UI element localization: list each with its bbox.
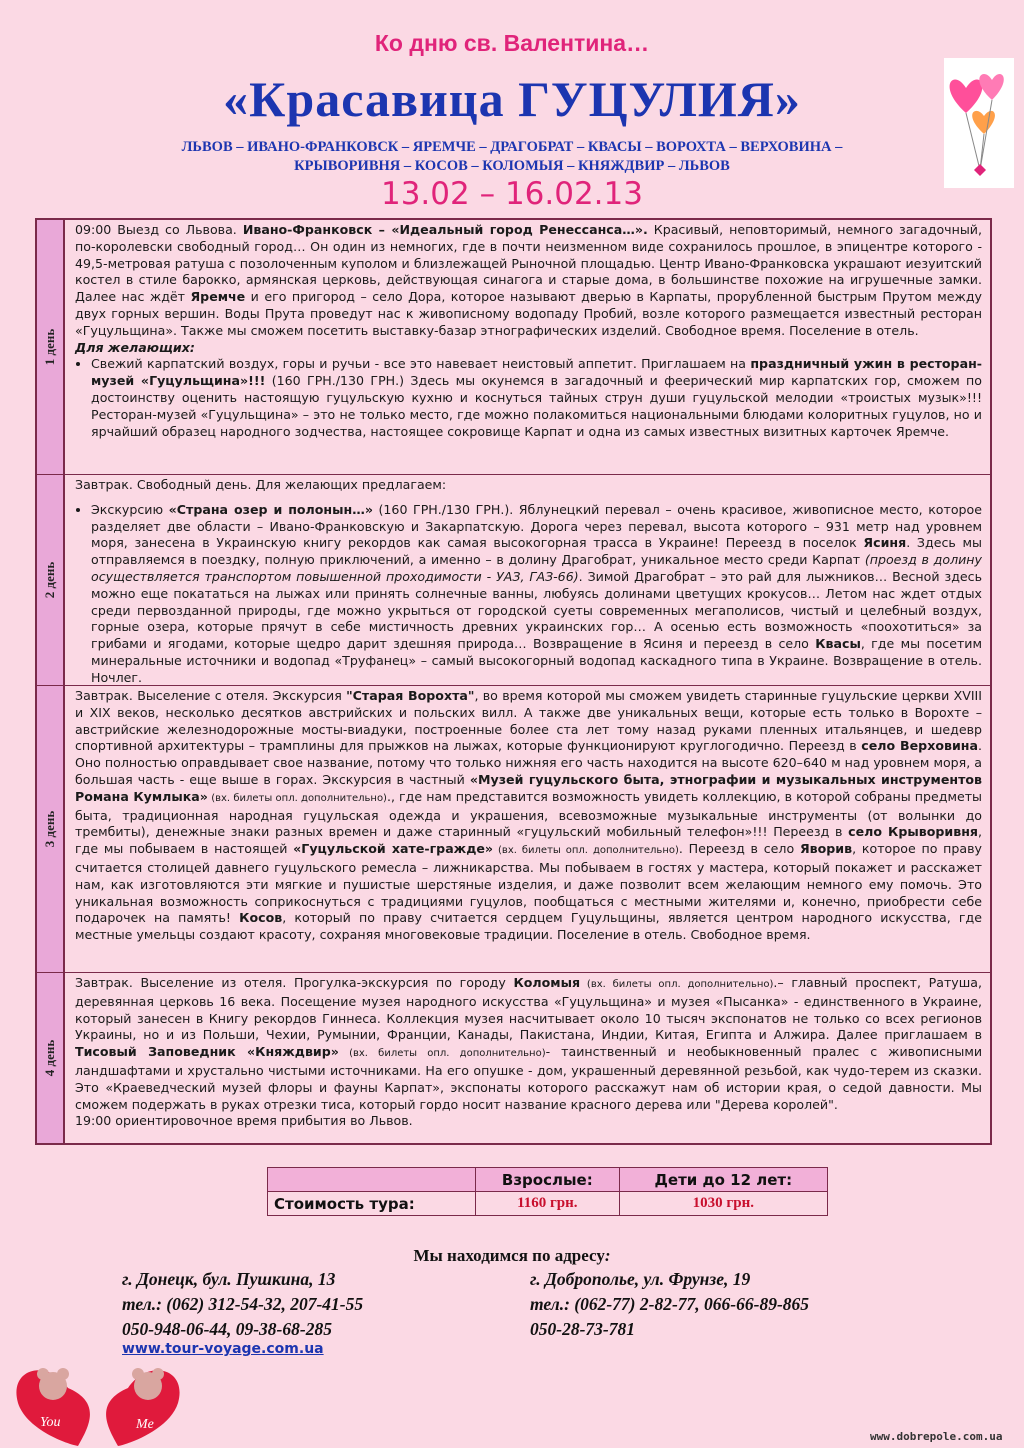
route — [100, 138, 924, 176]
list-item: • Экскурсию «Страна озер и полонын…» (160 ГРН./130 ГРН.). Яблунецкий перевал – очень красивое, живописное место, которое разделяет две области – Ивано-Франковскую и Закарпатскую. Дорога через перевал, высота которого – 931 метр над уровнем моря, занесена в Украинскую книгу рекордов как самая высокогорная трасса в Украине! Переезд в поселок Ясиня. Здесь мы отправляемся в поездку, полную приключений, а именно – в долину Драгобрат, уникальное место среди Карпат (проезд в долину осуществляется транспортом повышенной проходимости - УАЗ, ГАЗ-66). Зимой Драгобрат – это рай для лыжников… Весной здесь можно еще покататься на лыжах или принять солнечные ванны, любуясь долинами цветущих крокусов… Летом нас ждет отдых среди первозданной природы, где можно укрыться от городской суеты современных мегаполисов, чистый и целебный воздух, горные озера, которые прячут в себе мистичность древних украинских гор… А осенью есть возможность «поохотиться» за грибами и ягодами, которые щедро дарит здешняя природа… Возвращение в Ясиня и переезд в село Квасы, где мы посетим минеральные источники и водопад «Труфанец» – самый высокогорный водопад каскадного типа в Украине. Возвращение в отель. Ночлег. — [91, 502, 982, 687]
address-donetsk: г. Донецк, бул. Пушкина, 13 тел.: (062) 312-54-32, 207-41-55 050-948-06-44, 09-38-68-285 — [122, 1269, 364, 1339]
tour-dates: 13.02 – 16.02.13 — [380, 176, 643, 212]
day-row — [37, 972, 990, 1143]
hearts-teddy-icon — [8, 1358, 188, 1446]
route-line: КРЫВОРИВНЯ – КОСОВ – КОЛОМЫЯ – КНЯЖДВИР – ЛЬВОВ — [294, 158, 730, 174]
day-label: 2 день — [42, 561, 57, 599]
subtitle: Ко дню св. Валентина… — [374, 30, 650, 56]
day-description: Завтрак. Выселение с отеля. Экскурсия "Старая Ворохта", во время которой мы сможем увидеть старинные гуцульские церкви XVIII и XIX веков, несколько десятков австрийских и польских вилл. А также две уникальных вещи, которые есть только в Ворохте – австрийские железнодорожные мосты-виадуки, построенные более ста лет тому назад руками пленных итальянцев, и шедевр спортивной архитектуры – трамплины для прыжков на лыжах, которые функционируют круглогодично. Переезд в село Верховина. Оно полностью оправдывает свое название, потому что только нижняя его часть находится на высоте 620–640 м над уровнем моря, а большая часть - еще выше в горах. Экскурсия в частный «Музей гуцульского быта, этнографии и музыкальных инструментов Романа Кумлыка» (вх. билеты опл. дополнительно)., где нам представится возможность увидеть коллекцию, в которой собраны предметы быта, традиционная народная гуцульская одежда и украшения, всевозможные музыкальные инструменты (от волынки до трембиты), денежные знаки разных времен и даже старинный «гуцульский мобильный телефон»!!! Переезд в село Крыворивня, где мы побываем в настоящей «Гуцульской хате-гражде» (вх. билеты опл. дополнительно). Переезд в село Яворив, которое по праву считается столицей давнего гуцульского ремесла – лижникарства. Мы побываем в гостях у мастера, который покажет и расскажет нам, как изготовляются эти мягкие и пушистые шерстяные изделия, и даже позволит всем желающим немного ему помочь. Это уникальная возможность соприкоснуться с традициями гуцулов, пообщаться с местными жителями и, конечно, приобрести себе подарочек на память! Косов, который по праву считается сердцем Гуцульщины, является центром народного искусства, где местные умельцы создают красоту, сохраняя многовековые традиции. Поселение в отель. Свободное время. — [75, 688, 983, 943]
day-label: 1 день — [42, 328, 57, 366]
address-heading: Мы находимся по адресу: — [413, 1246, 611, 1265]
price-table — [267, 1167, 828, 1216]
price-kids: 1030 грн. — [619, 1192, 827, 1216]
day-label: 3 день — [42, 810, 57, 848]
arrival-time: 19:00 ориентировочное время прибытия во Львов. — [75, 1113, 413, 1129]
day-description: 09:00 Выезд со Львова. Ивано-Франковск – «Идеальный город Ренессанса…». Красивый, неповторимый, немного загадочный, по-королевски свободный город… Он один из немногих, где в почти неизменном виде сохранилось прошлое, в эпицентре которого - 49,5-метровая ратуша с позолоченным куполом и близлежащей Рыночной площадью. Центр Ивано-Франковска украшают иезуитский костел в стиле барокко, армянская церковь, действующая синагога и старые дома, в большинстве похожие на игрушечные замки. Далее нас ждёт Яремче и его пригород – село Дора, которое называют дверью в Карпаты, прорубленной быстрым Прутом между двух горных вершин. Воды Прута проведут нас к живописному водопаду Пробий, возле которого размещается известный ресторан «Гуцульщина». Также мы сможем посетить выставку-базар этнографических изделий. Свободное время. Поселение в отель. Для желающих: • Свежий карпатский воздух, горы и ручьи - все это навевает неистовый аппетит. Приглашаем на праздничный ужин в ресторан-музей «Гуцульщина»!!! (160 ГРН./130 ГРН.) Здесь мы окунемся в загадочный и феерический мир карпатских гор, сможем по достоинству оценить настоящую гуцульскую кухню и коснуться тайных струн души гуцульской мелодии «троистых музык»!!! Ресторан-музей «Гуцульщина» – это не только место, где можно полакомиться национальными блюдами колоритных гуцулов, но и ярчайший образец народного зодчества, настоящее сокровище Карпат и одна из самых известных визитных карточек Яремче. — [65, 220, 990, 474]
address-dobropolye: г. Доброполье, ул. Фрунзе, 19 тел.: (062-77) 2-82-77, 066-66-89-865 050-28-73-781 — [530, 1269, 810, 1339]
route-line: ЛЬВОВ – ИВАНО-ФРАНКОВСК – ЯРЕМЧЕ – ДРАГОБРАТ – КВАСЫ – ВОРОХТА – ВЕРХОВИНА – — [181, 139, 843, 155]
day-label: 4 день — [42, 1039, 57, 1077]
day-description: Завтрак. Выселение из отеля. Прогулка-экскурсия по городу Коломыя (вх. билеты опл. дополнительно).– главный проспект, Ратуша, деревянная церковь 16 века. Посещение музея народного искусства «Гуцульщина» и музея «Пысанка» - единственного в Украине, который занесен в Книгу рекордов Гиннеса. Коллекция музея насчитывает около 10 тысяч экспонатов не только со всех регионов Украины, но и из Польши, Чехии, Румынии, Франции, Канады, Пакистана, Индии, Китая, Египта и Алжира. Далее приглашаем в Тисовый Заповедник «Княждвир» (вх. билеты опл. дополнительно)- таинственный и необыкновенный пралес с живописными ландшафтами и хрустально чистыми источниками. На его опушке - дом, украшенный деревянной резьбой, как чудо-терем из сказки. Это «Краеведческий музей флоры и фауны Карпат», экспонаты которого расскажут нам об истории края, о седой давности. Мы сможем подержать в руках отрезки тиса, который гордо носит название красного дерева или "Дерева королей". 19:00 ориентировочное время прибытия во Львов. — [75, 975, 983, 1129]
watermark: www.dobrepole.com.ua — [870, 1430, 1003, 1443]
day-row — [37, 685, 990, 972]
heart-balloons-icon — [944, 58, 1014, 188]
price-adults: 1160 грн. — [476, 1192, 620, 1216]
svg-text:Me: Me — [136, 1417, 154, 1432]
col-adults: Взрослые: — [476, 1168, 620, 1192]
day-row — [37, 220, 990, 474]
day-description: Завтрак. Свободный день. Для желающих предлагаем: • Экскурсию «Страна озер и полонын…» (160 ГРН./130 ГРН.). Яблунецкий перевал – очень красивое, живописное место, которое разделяет две области – Ивано-Франковскую и Закарпатскую. Дорога через перевал, высота которого – 931 метр над уровнем моря, занесена в Украинскую книгу рекордов как самая высокогорная трасса в Украине! Переезд в поселок Ясиня. Здесь мы отправляемся в поездку, полную приключений, а именно – в долину Драгобрат, уникальное место среди Карпат (проезд в долину осуществляется транспортом повышенной проходимости - УАЗ, ГАЗ-66). Зимой Драгобрат – это рай для лыжников… Весной здесь можно еще покататься на лыжах или принять солнечные ванны, любуясь долинами цветущих крокусов… Летом нас ждет отдых среди первозданной природы, где можно укрыться от городской суеты современных мегаполисов, чистый и целебный воздух, горные озера, которые прячут в себе мистичность древних украинских гор… А осенью есть возможность «поохотиться» за грибами и ягодами, которые щедро дарит здешняя природа… Возвращение в Ясиня и переезд в село Квасы, где мы посетим минеральные источники и водопад «Труфанец» – самый высокогорный водопад каскадного типа в Украине. Возвращение в отель. Ночлег. — [65, 475, 990, 685]
itinerary-table — [35, 218, 992, 1145]
optional-heading: Для желающих: — [75, 339, 195, 355]
list-item: • Свежий карпатский воздух, горы и ручьи - все это навевает неистовый аппетит. Приглашаем на праздничный ужин в ресторан-музей «Гуцульщина»!!! (160 ГРН./130 ГРН.) Здесь мы окунемся в загадочный и феерический мир карпатских гор, сможем по достоинству оценить настоящую гуцульскую кухню и коснуться тайных струн души гуцульской мелодии «троистых музык»!!! Ресторан-музей «Гуцульщина» – это не только место, где можно полакомиться национальными блюдами колоритных гуцулов, но и ярчайший образец народного зодчества, настоящее сокровище Карпат и одна из самых известных визитных карточек Яремче. — [91, 356, 982, 440]
website-link[interactable]: www.tour-voyage.com.ua — [122, 1341, 324, 1357]
day-row — [37, 474, 990, 685]
price-label: Стоимость тура: — [268, 1192, 476, 1216]
page-title: «Красавица ГУЦУЛИЯ» — [223, 71, 801, 127]
col-kids: Дети до 12 лет: — [619, 1168, 827, 1192]
svg-text:You: You — [40, 1415, 61, 1430]
